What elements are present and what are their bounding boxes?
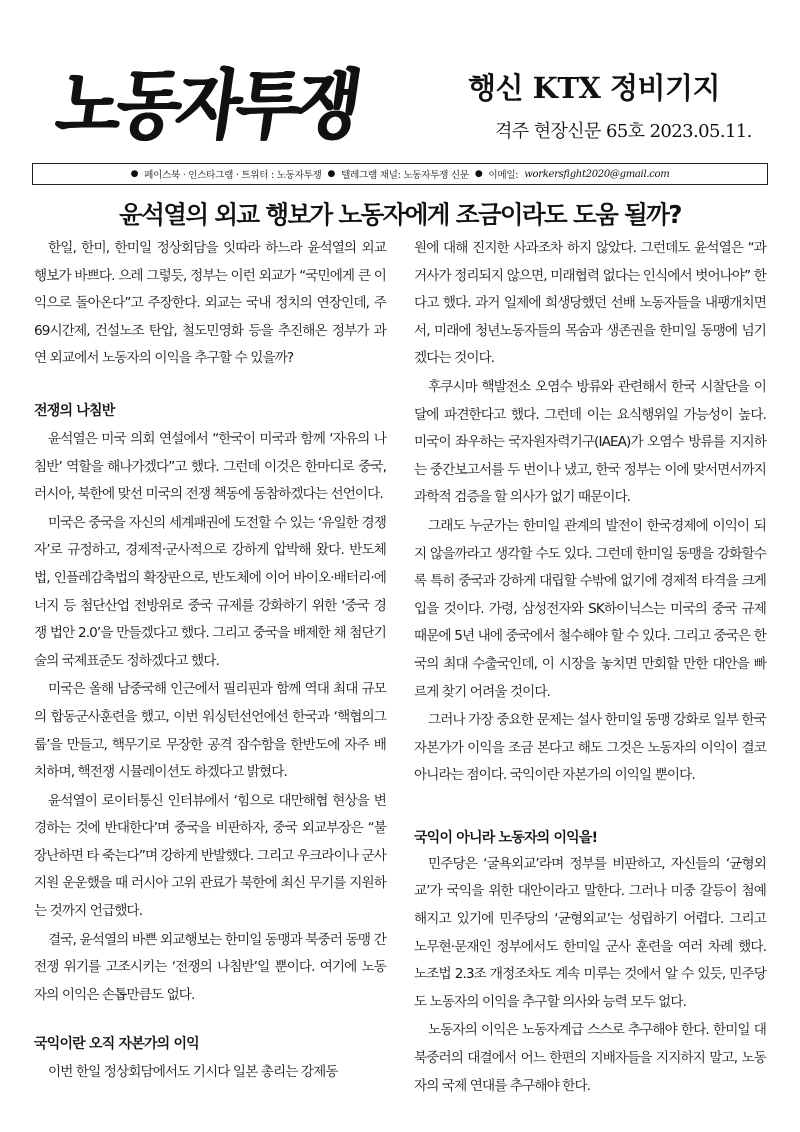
article-column-right — [414, 235, 766, 1101]
article-paragraph: 결국, 윤석열의 바쁜 외교행보는 한미일 동맹과 북중러 동맹 간 전쟁 위기를 고조시키는 ‘전쟁의 나침반’일 뿐이다. 여기에 노동자의 이익은 손톱만큼도 없다. — [34, 931, 386, 1003]
article-paragraph: 미국은 올해 남중국해 인근에서 필리핀과 함께 역대 최대 규모의 합동군사훈련을 했고, 이번 워싱턴선언에선 한국과 ‘핵협의그룹’을 만들고, 핵무기로 무장한 공격 잠수함을 한반도에 자주 배치하며, 핵전쟁 시뮬레이션도 하겠다고 밝혔다. — [34, 681, 386, 781]
bullet-icon: ● — [327, 169, 336, 179]
edition-meta: 격주 현장신문 65호 2023.05.11. — [495, 121, 752, 142]
article-paragraph: 원에 대해 진지한 사과조차 하지 않았다. 그런데도 윤석열은 “과거사가 정리되지 않으면, 미래협력 없다는 인식에서 벗어나야” 한다고 했다. 과거 일제에 희생당했던 선배 노동자들을 내팽개치면서, 미래에 청년노동자들의 목숨과 생존권을 한미일 동맹에 넘기겠다는 것이다. — [414, 240, 766, 367]
article-paragraph: 윤석열은 미국 의회 연설에서 “한국이 미국과 함께 ‘자유의 나침반’ 역할을 해나가겠다”고 했다. 그런데 이것은 한마디로 중국, 러시아, 북한에 맞선 미국의 전쟁 책동에 동참하겠다는 선언이다. — [34, 430, 386, 503]
article-headline: 윤석열의 외교 행보가 노동자에게 조금이라도 도움 될까? — [119, 200, 681, 229]
article-paragraph: 그러나 가장 중요한 문제는 설사 한미일 동맹 강화로 일부 한국 자본가가 이익을 조금 본다고 해도 그것은 노동자의 이익이 결코 아니라는 점이다. 국익이란 자본가의 이익일 뿐이다. — [414, 712, 766, 784]
contact-bar — [32, 163, 768, 185]
article-paragraph: 한일, 한미, 한미일 정상회담을 잇따라 하느라 윤석열의 외교 행보가 바쁘다. 으레 그렇듯, 정부는 이런 외교가 “국민에게 큰 이익으로 돌아온다”고 주장한다. 외교는 국내 정치의 연장인데, 주 69시간제, 건설노조 탄압, 철도민영화 등을 추진해온 정부가 과연 외교에서 노동자의 이익을 추구할 수 있을까? — [34, 240, 386, 367]
article-paragraph: 노동자의 이익은 노동자계급 스스로 추구해야 한다. 한미일 대 북중러의 대결에서 어느 한편의 지배자들을 지지하지 말고, 노동자의 국제 연대를 추구해야 한다. — [414, 1022, 766, 1094]
article-paragraph: 민주당은 ‘굴욕외교’라며 정부를 비판하고, 자신들의 ‘균형외교’가 국익을 위한 대안이라고 말한다. 그러나 미중 갈등이 첨예해지고 있기에 민주당의 ‘균형외교’는 성립하기 어렵다. 그리고 노무현·문재인 정부에서도 한미일 군사 훈련을 여러 차례 했다. 노조법 2.3조 개정조차도 계속 미루는 것에서 알 수 있듯, 민주당도 노동자의 이익을 추구할 의사와 능력 모두 없다. — [414, 855, 766, 1010]
masthead-title: 노동자투쟁 — [50, 61, 362, 150]
contact-telegram: 텔레그램 채널: 노동자투쟁 신문 — [341, 170, 469, 181]
section-heading: 국익이란 오직 자본가의 이익 — [34, 1036, 199, 1053]
article-paragraph: 후쿠시마 핵발전소 오염수 방류와 관련해서 한국 시찰단을 이달에 파견한다고 했다. 그런데 이는 요식행위일 가능성이 높다. 미국이 좌우하는 국자원자력기구(IAEA)가 오염수 방류를 지지하는 중간보고서를 두 번이나 냈고, 한국 정부는 이에 맞서면서까지 과학적 검증을 할 의사가 없기 때문이다. — [414, 378, 766, 506]
masthead-logo — [50, 58, 422, 168]
bullet-icon: ● — [474, 169, 483, 179]
edition-title: 행신 KTX 정비기지 — [468, 71, 721, 105]
article-paragraph: 그래도 누군가는 한미일 관계의 발전이 한국경제에 이익이 되지 않을까라고 생각할 수도 있다. 그런데 한미일 동맹을 강화할수록 특히 중국과 강하게 대립할 수밖에 없기에 경제적 타격을 크게 입을 것이다. 가령, 삼성전자와 SK하이닉스는 미국의 중국 규제 때문에 5년 내에 중국에서 철수해야 할 수 있다. 그리고 중국은 한국의 최대 수출국인데, 이 시장을 놓치면 만회할 만한 대안을 빠르게 찾기 어려울 것이다. — [414, 517, 766, 700]
contact-email-label: 이메일: — [488, 170, 519, 181]
article-paragraph: 이번 한일 정상회담에서도 기시다 일본 총리는 강제동 — [48, 1064, 338, 1081]
article-column-left — [34, 235, 386, 1088]
section-heading: 전쟁의 나침반 — [34, 402, 115, 419]
contact-email: workersfight2020@gmail.com — [524, 168, 670, 180]
article-paragraph: 윤석열이 로이터통신 인터뷰에서 ‘힘으로 대만해협 현상을 변경하는 것에 반대한다’며 중국을 비판하자, 중국 외교부장은 “불장난하면 타 죽는다”며 강하게 반발했다. 그리고 우크라이나 군사지원 운운했을 때 러시아 고위 관료가 북한에 최신 무기를 지원하는 것까지 언급했다. — [34, 792, 386, 920]
bullet-icon: ● — [130, 169, 139, 179]
contact-sns: 페이스북 · 인스타그램 · 트위터 : 노동자투쟁 — [144, 170, 322, 181]
section-heading: 국익이 아니라 노동자의 이익을! — [414, 829, 598, 846]
article-paragraph: 미국은 중국을 자신의 세계패권에 도전할 수 있는 ‘유일한 경쟁자’로 규정하고, 경제적·군사적으로 강하게 압박해 왔다. 반도체법, 인플레감축법의 확장판으로, 반도체에 이어 바이오·배터리·에너지 등 첨단산업 전방위로 중국 규제를 강화하기 위한 ‘중국 경쟁 법안 2.0’을 만들겠다고 했다. 그리고 중국을 배제한 채 첨단기술의 국제표준도 정하겠다고 했다. — [34, 514, 386, 669]
